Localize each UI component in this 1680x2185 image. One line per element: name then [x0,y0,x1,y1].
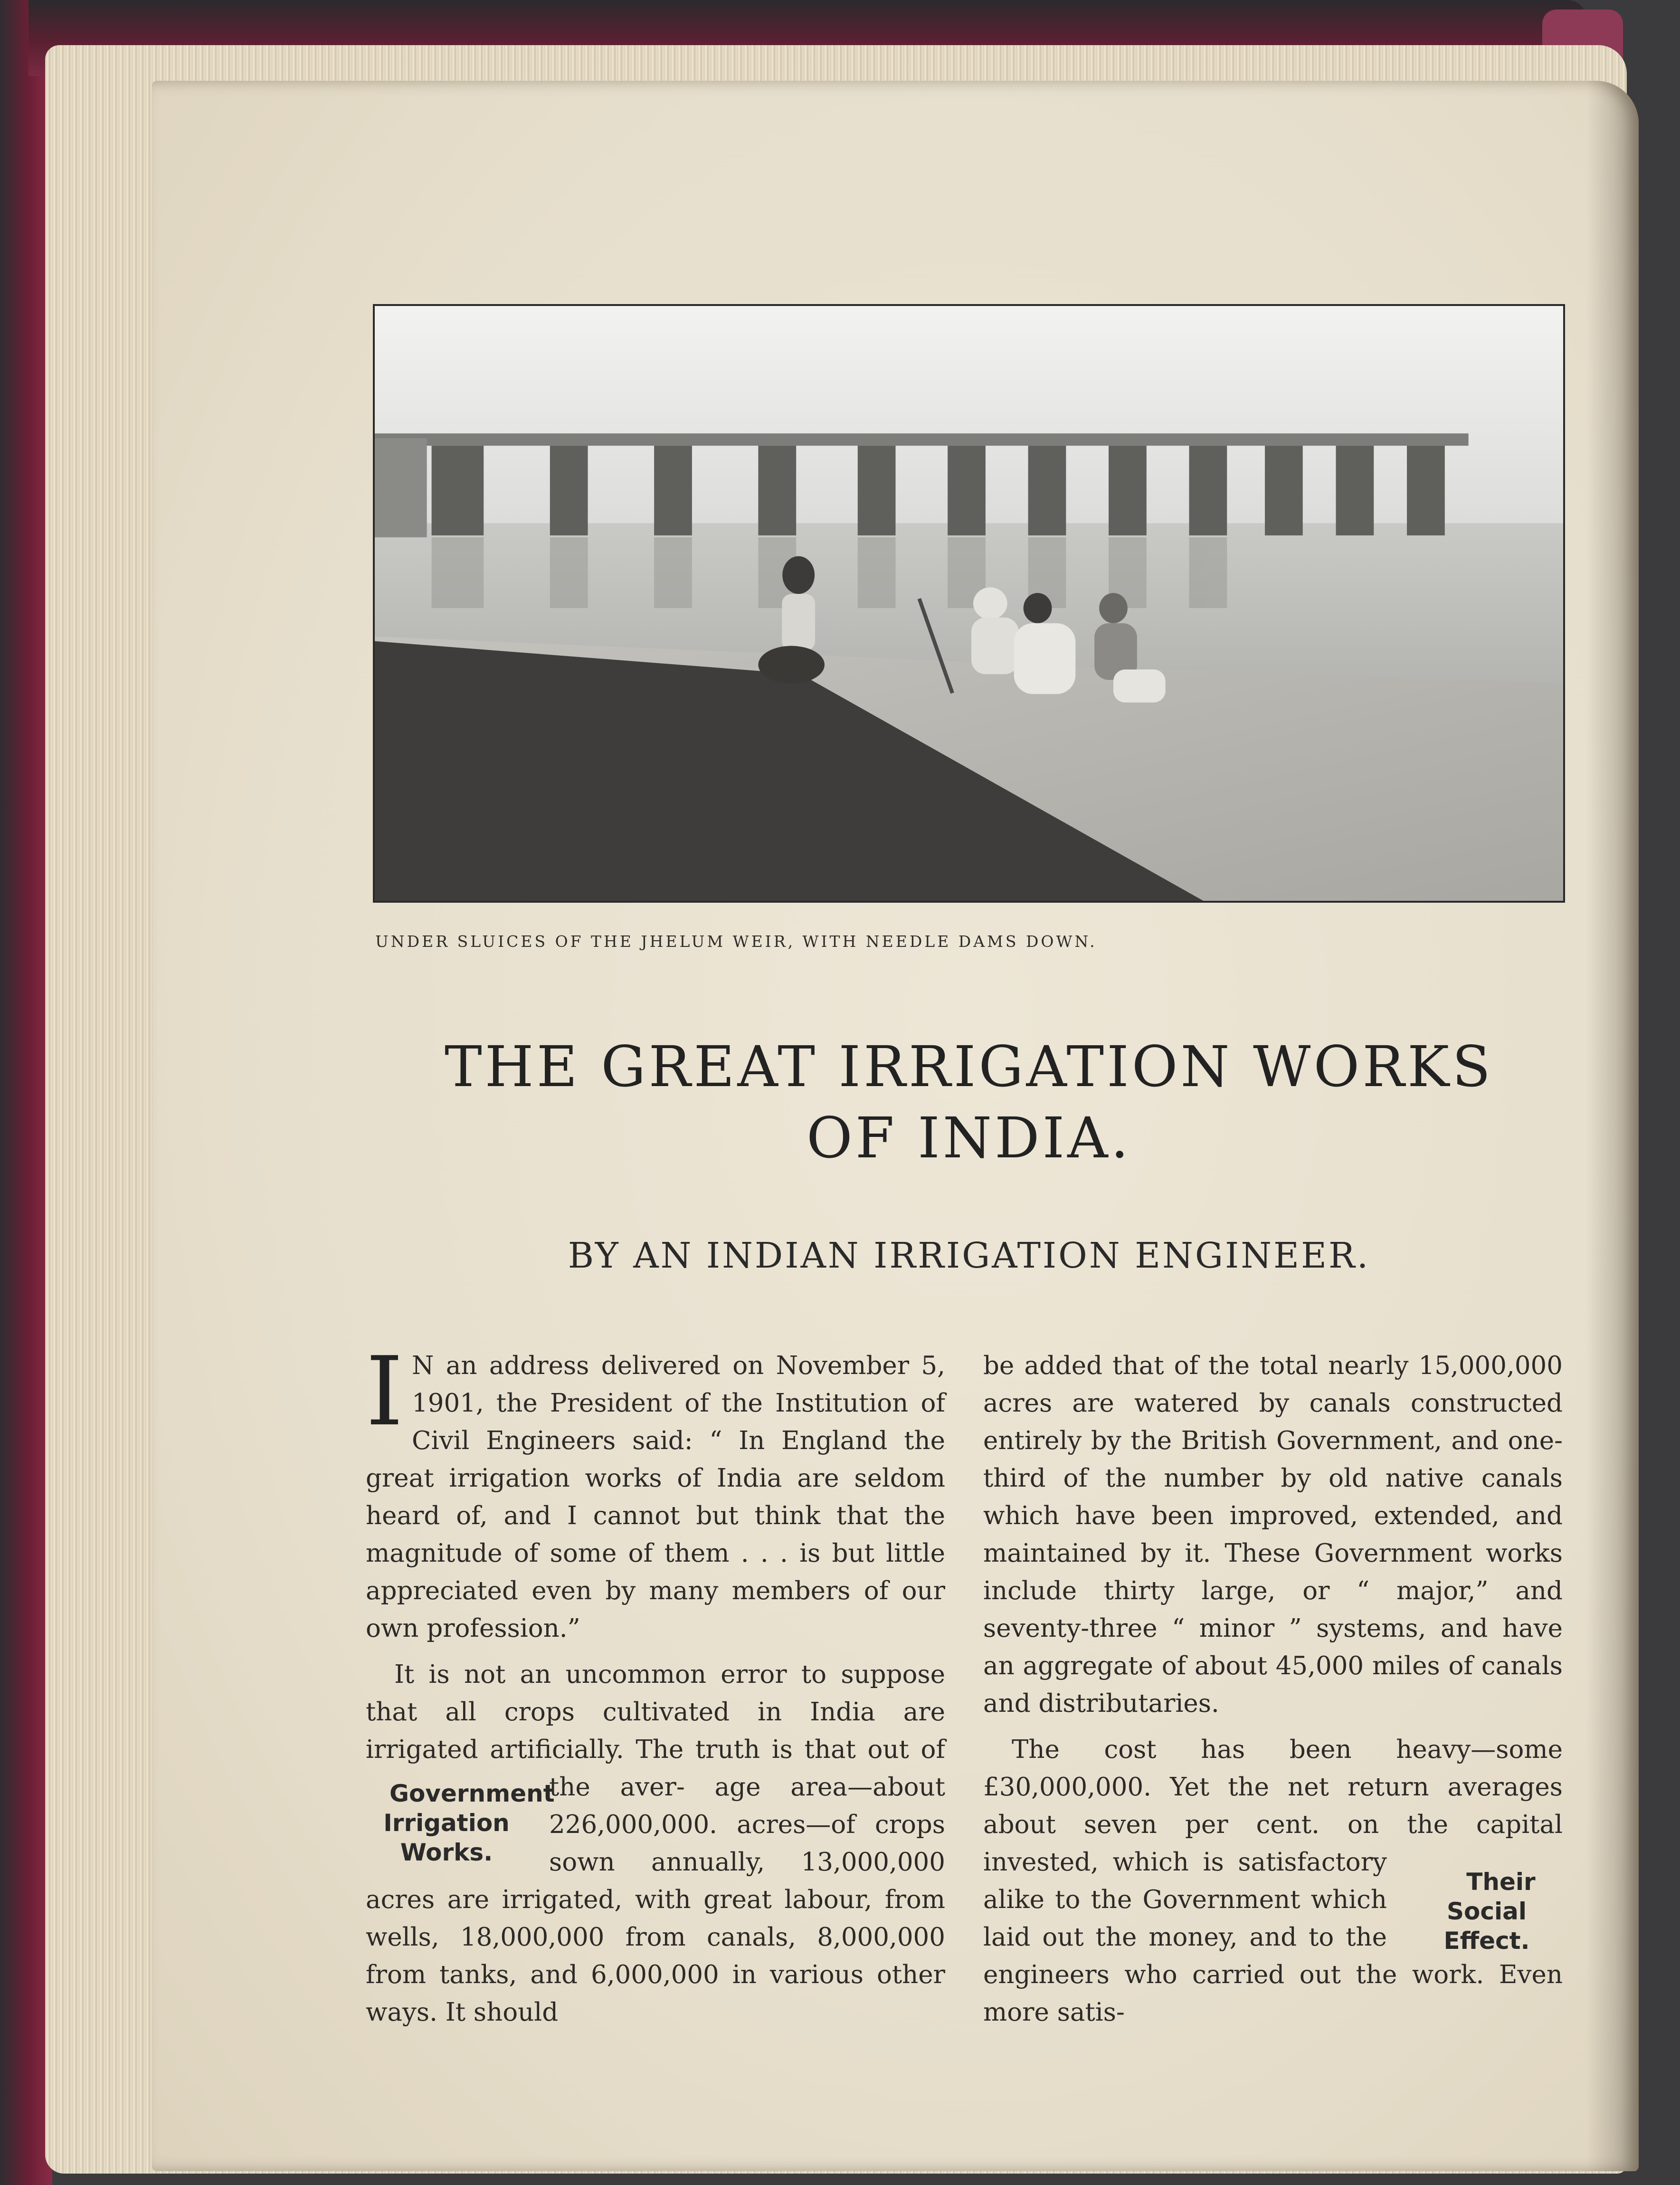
sidenote-left-line-1: Government [389,1780,555,1807]
right-paragraph-2 [983,1731,1563,2031]
photograph-drawing [375,306,1563,901]
left-paragraph-1 [366,1336,945,1647]
left-paragraph-2 [366,1656,945,2031]
sidenote-their-social-effect [1401,1867,1572,1956]
right-paragraph-1: be added that of the total nearly 15,000,000 acres are watered by canals constructed entirely by the British Government, and one-third of the number by old native canals which have been improved, extended, and maintained by it. These Government works include thirty large, or “ major,” and seventy-three “ minor ” systems, and have an aggregate of about 45,000 miles of canals and distributaries. [983,1351,1563,1718]
title-line-2: OF INDIA. [807,1105,1131,1171]
left-paragraph-1-text: N an address delivered on November 5, 1901, the President of the Institution of Civil Engineers said: “ In England the great irrigation works of India are seldom heard of, and I cannot but think that the magnitude of some of them . . . is but little appreciated even by many members of our own profession.” [366,1351,945,1643]
left-column [366,1336,945,2031]
sidenote-left-line-2: Irrigation [383,1809,510,1837]
drop-cap: I [366,1336,404,1447]
weir-deck [375,433,1469,446]
right-paragraph-2-start: The cost has been heavy—some £30,000,000. Yet the net return averages about seven per cent. on the capital invested, [983,1735,1563,1877]
title-line-1: THE GREAT IRRIGATION WORKS [444,1034,1494,1099]
spine-shadow [1586,81,1639,2171]
article-title [370,1031,1567,1174]
weir-abutment [375,438,427,537]
sidenote-right-line-2: Effect. [1443,1927,1530,1955]
cover-spine [0,0,52,2185]
right-column [983,1347,1563,2031]
left-paragraph-2-start: It is not an uncommon error to suppose that all crops cultivated in India are irrigated artificially. The truth is that out of the aver- [366,1660,945,1802]
left-paragraph-2-rest: age area—about 226,000,000. acres—of crops sown annually, 13,000,000 acres are irrigated, with great labour, from wells, 18,000,000 from canals, 8,000,000 from tanks, and 6,000,000 in various other ways. It should [366,1773,945,2027]
photo-caption: UNDER SLUICES OF THE JHELUM WEIR, WITH NEEDLE DAMS DOWN. [375,932,1097,951]
sidenote-government-irrigation-works [361,1779,555,1867]
sidenote-left-line-3: Works. [400,1839,493,1866]
sidenote-right-line-1: Their Social [1446,1868,1536,1925]
right-paragraph-2-rest: which is satisfactory alike to the Government which laid out the money, and to the engineers who carried out the work. Even more satis- [983,1848,1563,2027]
article-byline: BY AN INDIAN IRRIGATION ENGINEER. [568,1235,1370,1276]
jhelum-weir-photograph [373,304,1565,903]
